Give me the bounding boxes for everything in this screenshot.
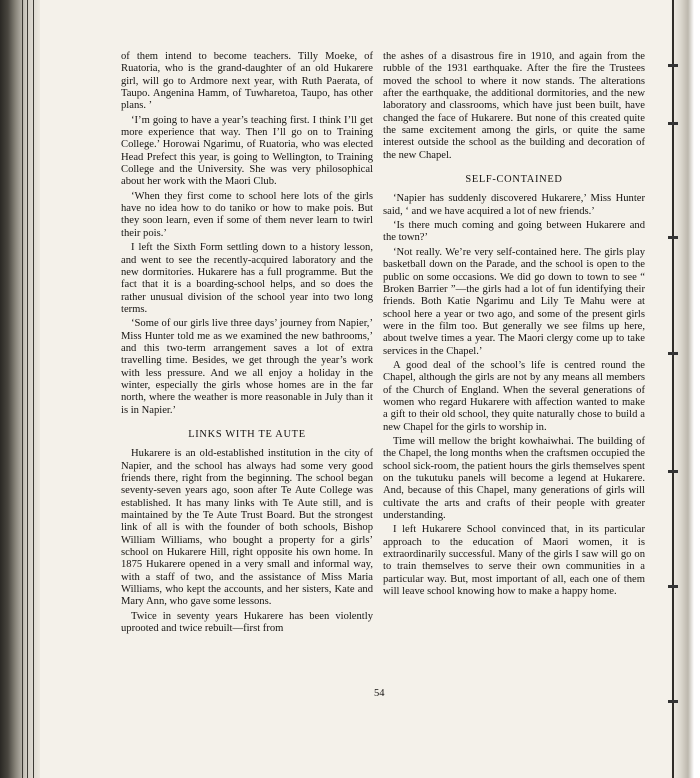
paragraph: ‘I’m going to have a year’s teaching first. I think I’ll get more experience that way. Then I’ll go on to Training College.’ Horowai Ngarimu, of Ruatoria, who was elected Head Prefect this year, is going to Wellington, to Training College and the University. She was very philosophical about her work with the Maori Club. xyxy=(121,114,373,188)
page-edge-shadow xyxy=(672,0,674,778)
page-number: 54 xyxy=(374,688,385,699)
edge-mark xyxy=(668,470,678,473)
paragraph: I left Hukarere School convinced that, in its particular approach to the education of Maori women, it is extraordinarily successful. Many of the girls I saw will go on to train themselves to serve their own communities in a particular way. But, most important of all, each one of them will leave school knowing how to make a happy home. xyxy=(383,524,645,598)
paragraph: A good deal of the school’s life is centred round the Chapel, although the girls are not by any means all members of the Church of England. When the several generations of women who regard Hukarere with affection wanted to make a gift to their old school, they quite naturally chose to build a new Chapel for the girls to worship in. xyxy=(383,359,645,433)
right-column xyxy=(383,51,645,600)
edge-mark xyxy=(668,700,678,703)
paragraph: ‘Some of our girls live three days’ journey from Napier,’ Miss Hunter told me as we examined the new bathrooms,’ and this two-term arrangement saves a lot of extra travelling time. Besides, we get through the year’s work with less pressure. And we all enjoy a holiday in the winter, especially the girls whose homes are in the far north, where the weather is more reasonable in July than it is in Napier.’ xyxy=(121,318,373,416)
paragraph: the ashes of a disastrous fire in 1910, and again from the rubble of the 1931 earthquake. After the fire the Trustees moved the school to where it now stands. The alterations after the earthquake, the additional dormitories, and the new laboratory and classrooms, which have just been built, have changed the face of Hukarere. But none of this created quite the same excitement among the girls, or quite the same interest outside the school as the building and decoration of the new Chapel. xyxy=(383,51,645,161)
paragraph: Hukarere is an old-established institution in the city of Napier, and the school has always had some very good friends there, right from the beginning. The school began seventy-seven years ago, soon after Te Aute College was established. It has many links with Te Aute still, and is maintained by the Te Aute Trust Board. But the strongest link of all is with the founder of both schools, Bishop William Williams, who bought a property for a girls’ school on Hukarere Hill, right opposite his own home. In 1875 Hukarere opened in a very small and informal way, with a staff of two, and the assistance of Miss Maria Williams, who kept the accounts, and her sisters, Kate and Mary Ann, who gave some lessons. xyxy=(121,448,373,608)
edge-mark xyxy=(668,64,678,67)
section-heading: LINKS WITH TE AUTE xyxy=(188,428,306,440)
paragraph: ‘Napier has suddenly discovered Hukarere,’ Miss Hunter said, ‘ and we have acquired a lot of new friends.’ xyxy=(383,193,645,217)
paragraph: I left the Sixth Form settling down to a history lesson, and went to see the recently-acquired laboratory and the new dormitories. Hukarere has a full programme. But the fact that it is a boarding-school helps, and so does the rather unusual division of the school year into two long terms. xyxy=(121,242,373,315)
binding-line xyxy=(33,0,34,778)
paragraph: Twice in seventy years Hukarere has been violently uprooted and twice rebuilt—first from xyxy=(121,610,373,635)
paragraph: Time will mellow the bright kowhaiwhai. The building of the Chapel, the long months when the craftsmen occupied the school sick-room, the patient hours the girls themselves spent on the tukutuku panels will become a legend at Hukarere. And, because of this Chapel, many generations of girls will cultivate the arts and crafts of their people with greater understanding. xyxy=(383,435,645,522)
paragraph: ‘Is there much coming and going between Hukarere and the town?’ xyxy=(383,220,645,244)
binding-line xyxy=(27,0,28,778)
edge-mark xyxy=(668,122,678,125)
edge-mark xyxy=(668,585,678,588)
paragraph: ‘Not really. We’re very self-contained here. The girls play basketball down on the Parade, and the school is open to the public on some occasions. We did go down to town to see “ Broken Barrier ”—the girls had a lot of fun identifying their friends. Both Katie Ngarimu and Lily Te Mahu were at school here a year or two ago, and some of the present girls were in the film too. But generally we see films up here, about twelve times a year. The Maori clergy come up to take services in the Chapel.’ xyxy=(383,246,645,357)
book-binding xyxy=(0,0,40,778)
binding-line xyxy=(22,0,23,778)
page-edge xyxy=(670,0,700,778)
paragraph: ‘When they first come to school here lots of the girls have no idea how to do taniko or how to make pois. But they soon learn, even if some of them never learn to twirl their pois.’ xyxy=(121,190,373,239)
left-column xyxy=(121,51,373,637)
edge-mark xyxy=(668,352,678,355)
paragraph: of them intend to become teachers. Tilly Moeke, of Ruatoria, who is the grand-daughter of an old Hukarere girl, will go to Ardmore next year, with Ruth Paerata, of Taupo. Angenina Hamm, of Tuwharetoa, Taupo, has other plans. ’ xyxy=(121,51,373,112)
section-heading: SELF-CONTAINED xyxy=(465,174,563,186)
edge-mark xyxy=(668,236,678,239)
